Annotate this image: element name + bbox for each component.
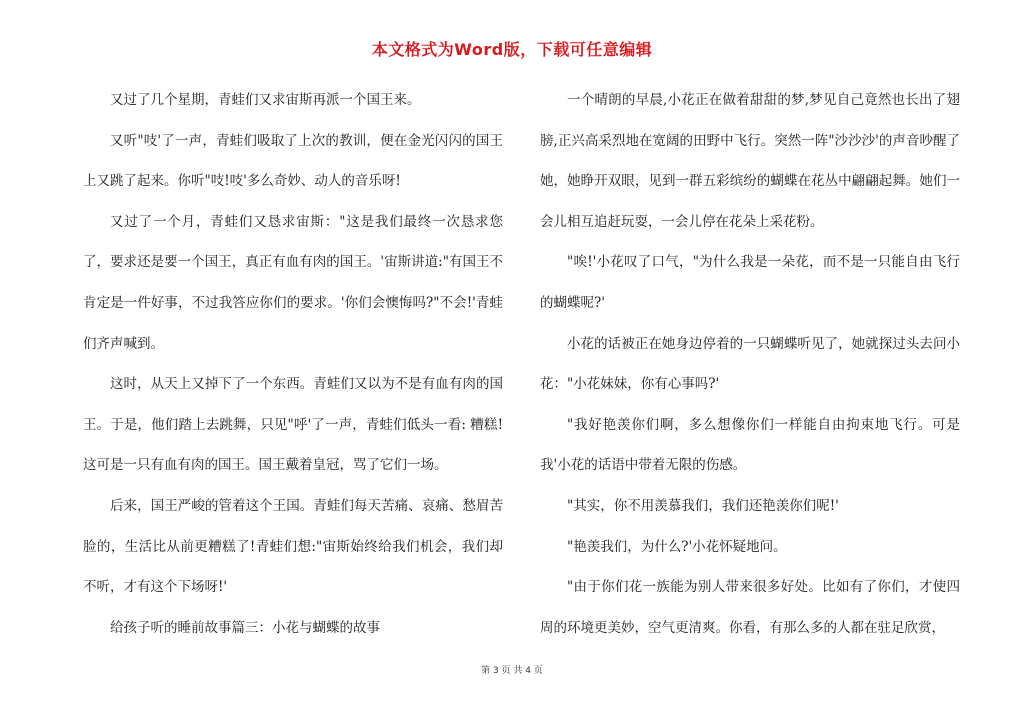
paragraph: "其实，你不用羡慕我们，我们还艳羡你们呢!': [567, 497, 839, 514]
paragraph: 这时，从天上又掉下了一个东西。青蛙们又以为不是有血有肉的国王。于是，他们踏上去跳舞，只见"呼'了一声，青蛙们低头一看: 糟糕!这可是一只有血有肉的国王。国王戴着皇冠，骂了它们一场。: [83, 376, 503, 474]
paragraph: "艳羡我们，为什么?'小花怀疑地问。: [567, 538, 787, 555]
paragraph: "唉!'小花叹了口气，"为什么我是一朵花，而不是一只能自由飞行的蝴蝶呢?': [540, 254, 960, 311]
paragraph: "由于你们花一族能为别人带来很多好处。比如有了你们，才使四周的环境更美妙，空气更清爽。你看，有那么多的人都在驻足欣赏，: [540, 579, 960, 636]
paragraph: 后来，国王严峻的管着这个王国。青蛙们每天苦痛、哀痛、愁眉苦脸的，生活比从前更糟糕了!青蛙们想:"宙斯始终给我们机会，我们却不听，才有这个下场呀!': [83, 497, 503, 596]
paragraph: 又过了一个月，青蛙们又恳求宙斯："这是我们最终一次恳求您了，要求还是要一个国王，真正有血有肉的国王。'宙斯讲道:"有国王不肯定是一件好事，不过我答应你们的要求。'你们会懊悔吗?"不会!'青蛙们齐声喊到。: [83, 213, 503, 352]
left-column: [83, 80, 503, 648]
paragraph: "我好艳羡你们啊，多么想像你们一样能自由拘束地飞行。可是我'小花的话语中带着无限的伤感。: [540, 416, 960, 474]
word-format-banner: 本文格式为Word版，下载可任意编辑: [371, 40, 653, 59]
page-number: 第 3 页 共 4 页: [481, 666, 543, 676]
paragraph: 一个晴朗的早晨,小花正在做着甜甜的梦,梦见自己竟然也长出了翅膀,正兴高采烈地在宽阔的田野中飞行。突然一阵"沙沙沙'的声音吵醒了她，她睁开双眼，见到一群五彩缤纷的蝴蝶在花丛中翩翩起舞。她们一会儿相互追赶玩耍，一会儿停在花朵上采花粉。: [540, 92, 960, 230]
paragraph: 小花的话被正在她身边停着的一只蝴蝶听见了，她就探过头去问小花："小花妹妹，你有心事吗?': [540, 335, 960, 393]
section-heading: 给孩子听的睡前故事篇三：小花与蝴蝶的故事: [110, 619, 380, 636]
right-column: [540, 80, 960, 648]
paragraph: 又听"吱'了一声，青蛙们吸取了上次的教训，便在金光闪闪的国王上又跳了起来。你听"吱!吱'多么奇妙、动人的音乐呀!: [83, 132, 503, 190]
paragraph: 又过了几个星期，青蛙们又求宙斯再派一个国王来。: [110, 92, 421, 108]
